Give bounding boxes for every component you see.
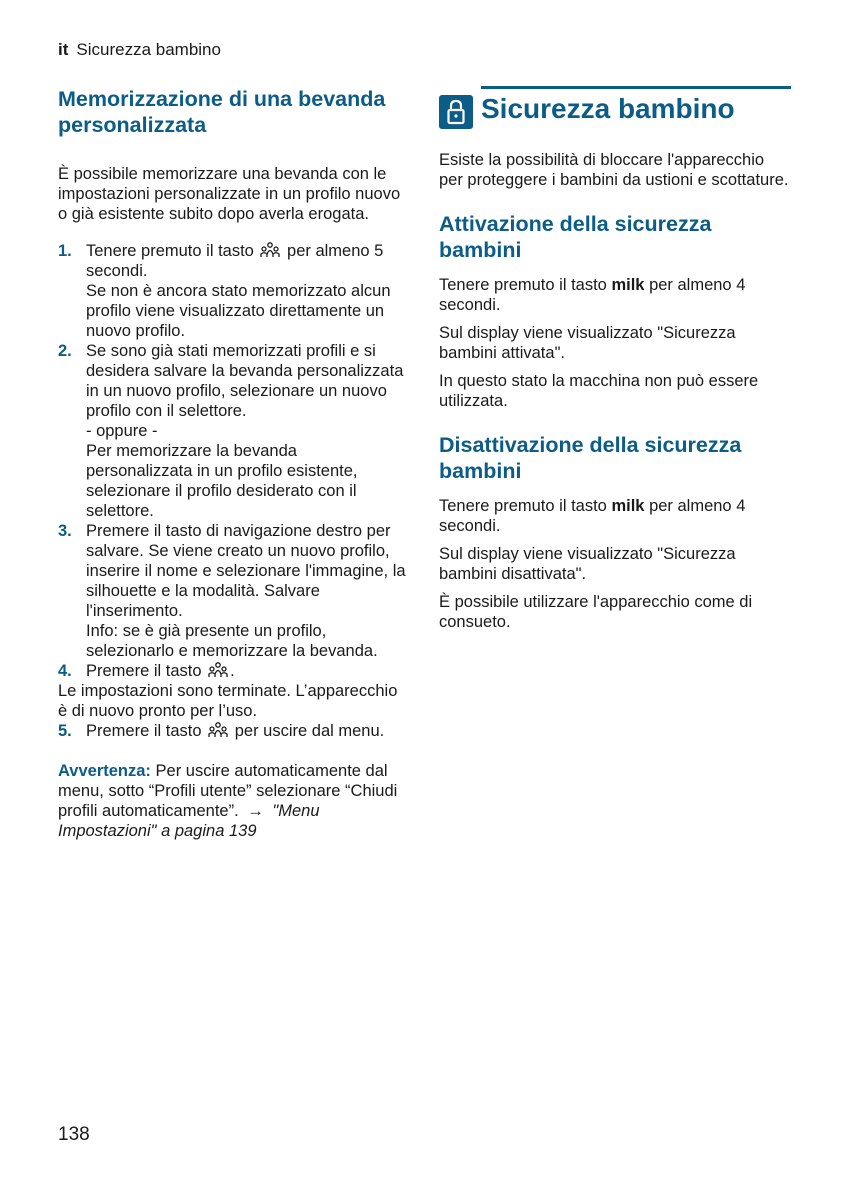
activation-display-message: Sul display viene visualizzato "Sicurezza bambini attivata". — [439, 324, 736, 362]
instruction-text: per almeno 4 secondi. — [439, 497, 746, 535]
step-text: Premere il tasto di navigazione destro per salvare. Se viene creato un nuovo profilo, inserire il nome e selezionare l'immagine, la silhouette e la modalità. Salvare l'inserimento. — [86, 522, 406, 620]
step-number: 5. — [58, 722, 72, 740]
step-number: 2. — [58, 342, 72, 360]
instruction-text: per almeno 4 secondi. — [439, 276, 746, 314]
intro-paragraph: Esiste la possibilità di bloccare l'apparecchio per proteggere i bambini da ustioni e scottature. — [439, 151, 789, 189]
page-reference-link[interactable]: "Menu Impostazioni" a pagina 139 — [58, 802, 320, 840]
left-column — [58, 86, 406, 841]
step-text: Tenere premuto il tasto — [86, 242, 254, 260]
step-alternative: - oppure - — [86, 422, 158, 440]
milk-key-label: milk — [611, 276, 645, 294]
activation-state-note: In questo stato la macchina non può essere utilizzata. — [439, 372, 759, 410]
step-text: Premere il tasto — [86, 662, 202, 680]
instruction-text: Tenere premuto il tasto — [439, 276, 607, 294]
instruction-steps — [58, 241, 406, 681]
chapter-title-row — [481, 86, 791, 129]
deactivation-display-message: Sul display viene visualizzato "Sicurezza bambini disattivata". — [439, 545, 736, 583]
arrow-right-icon: → — [247, 802, 264, 820]
step-number: 1. — [58, 242, 72, 260]
result-text: Le impostazioni sono terminate. L’apparecchio è di nuovo pronto per l’uso. — [58, 682, 398, 720]
step-text: Premere il tasto — [86, 722, 202, 740]
chapter-title: Sicurezza bambino — [481, 93, 735, 124]
activation-heading: Attivazione della sicurezza bambini — [439, 212, 712, 262]
section-heading: Memorizzazione di una bevanda personalizzata — [58, 87, 386, 137]
step-text: Se sono già stati memorizzati profili e si desidera salvare la bevanda personalizzata in un nuovo profilo, selezionare un nuovo profilo con il selettore. — [86, 342, 404, 420]
deactivation-instruction — [439, 496, 791, 536]
instruction-text: Tenere premuto il tasto — [439, 497, 607, 515]
note-label: Avvertenza: — [58, 762, 151, 780]
step-number: 3. — [58, 522, 72, 540]
activation-instruction — [439, 275, 791, 315]
step-text: per uscire dal menu. — [234, 722, 385, 740]
warning-note — [58, 761, 406, 841]
people-icon — [208, 662, 228, 678]
page-number: 138 — [58, 1124, 90, 1145]
step-info: Info: se è già presente un profilo, selezionarlo e memorizzare la bevanda. — [86, 622, 378, 660]
step-detail: Se non è ancora stato memorizzato alcun profilo viene visualizzato direttamente un nuovo profilo. — [86, 282, 391, 340]
deactivation-heading: Disattivazione della sicurezza bambini — [439, 433, 742, 483]
section-title: Sicurezza bambino — [76, 40, 221, 59]
lock-icon — [439, 95, 473, 129]
step-2 — [58, 341, 406, 521]
step-text: . — [230, 662, 235, 680]
step-1 — [58, 241, 406, 341]
right-column — [439, 86, 791, 632]
step-detail: Per memorizzare la bevanda personalizzata in un profilo esistente, selezionare il profilo desiderato con il selettore. — [86, 442, 358, 520]
step-3 — [58, 521, 406, 661]
note-text: Per uscire automaticamente dal menu, sotto “Profili utente” selezionare “Chiudi profili automaticamente”. — [58, 762, 398, 820]
step-number: 4. — [58, 662, 72, 680]
milk-key-label: milk — [611, 497, 645, 515]
instruction-steps-continued — [58, 721, 406, 741]
step-text: per almeno 5 secondi. — [86, 242, 384, 280]
page-header — [58, 40, 221, 60]
intro-paragraph: È possibile memorizzare una bevanda con le impostazioni personalizzate in un profilo nuovo o già esistente subito dopo averla erogata. — [58, 165, 401, 223]
language-tag: it — [58, 40, 69, 59]
people-icon — [208, 722, 228, 738]
deactivation-state-note: È possibile utilizzare l'apparecchio come di consueto. — [439, 593, 753, 631]
step-5 — [58, 721, 406, 741]
step-4 — [58, 661, 406, 681]
people-icon — [260, 242, 280, 258]
